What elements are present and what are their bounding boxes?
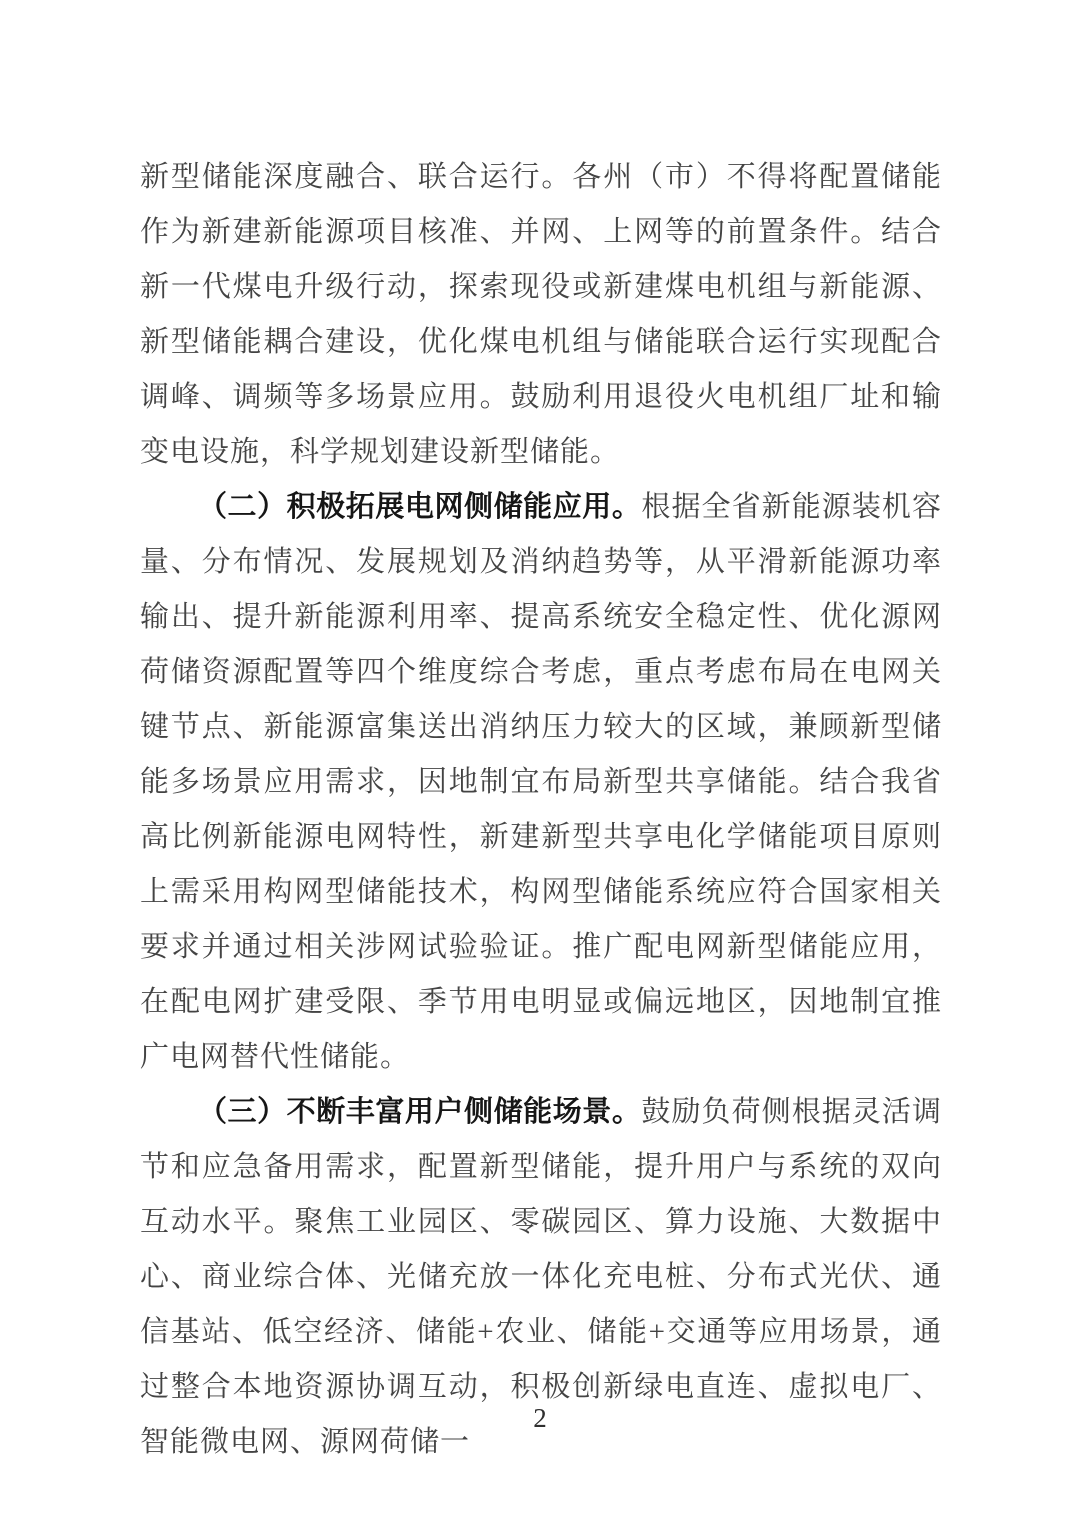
paragraph-continuation bbox=[140, 150, 942, 480]
paragraph-text: 鼓励负荷侧根据灵活调节和应急备用需求，配置新型储能，提升用户与系统的双向互动水平。聚焦工业园区、零碳园区、算力设施、大数据中心、商业综合体、光储充放一体化充电桩、分布式光伏、通信基站、低空经济、储能+农业、储能+交通等应用场景，通过整合本地资源协调互动，积极创新绿电直连、虚拟电厂、智能微电网、源网荷储一 bbox=[140, 1096, 942, 1458]
paragraph-text: 根据全省新能源装机容量、分布情况、发展规划及消纳趋势等，从平滑新能源功率输出、提升新能源利用率、提高系统安全稳定性、优化源网荷储资源配置等四个维度综合考虑，重点考虑布局在电网关键节点、新能源富集送出消纳压力较大的区域，兼顾新型储能多场景应用需求，因地制宜布局新型共享储能。结合我省高比例新能源电网特性，新建新型共享电化学储能项目原则上需采用构网型储能技术，构网型储能系统应符合国家相关要求并通过相关涉网试验验证。推广配电网新型储能应用，在配电网扩建受限、季节用电明显或偏远地区，因地制宜推广电网替代性储能。 bbox=[140, 491, 942, 1073]
paragraph-text: 新型储能深度融合、联合运行。各州（市）不得将配置储能作为新建新能源项目核准、并网、上网等的前置条件。结合新一代煤电升级行动，探索现役或新建煤电机组与新能源、新型储能耦合建设，优化煤电机组与储能联合运行实现配合调峰、调频等多场景应用。鼓励利用退役火电机组厂址和输变电设施，科学规划建设新型储能。 bbox=[140, 161, 942, 468]
paragraph-section-2 bbox=[140, 480, 942, 1085]
page-number: 2 bbox=[533, 1403, 547, 1433]
section-3-heading: （三）不断丰富用户侧储能场景。 bbox=[198, 1096, 642, 1128]
section-2-heading: （二）积极拓展电网侧储能应用。 bbox=[198, 491, 642, 523]
document-body bbox=[140, 150, 942, 1470]
